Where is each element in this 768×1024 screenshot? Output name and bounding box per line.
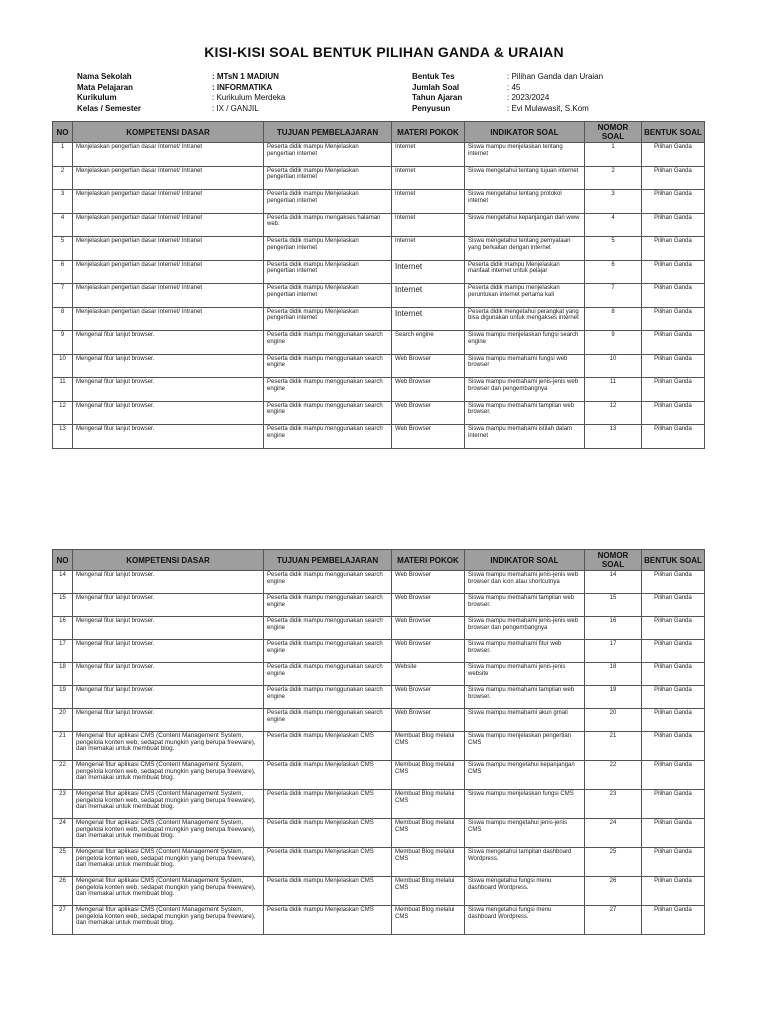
cell-kompetensi: Mengenal fitur aplikasi CMS (Content Management System, pengelola konten web, sedapat mungkin yang berupa freeware), dan memakai untuk membuat blog.	[73, 790, 264, 819]
cell-no: 3	[53, 190, 73, 214]
cell-kompetensi: Mengenal fitur aplikasi CMS (Content Management System, pengelola konten web, sedapat mungkin yang berupa freeware), dan memakai untuk membuat blog.	[73, 761, 264, 790]
cell-indikator: Siswa mampu menjelaskan pengertian CMS	[465, 732, 585, 761]
cell-indikator: Siswa mampu memahami fitur web browser.	[465, 640, 585, 663]
column-header-no: NO	[53, 122, 73, 143]
cell-indikator: Siswa mengetahui tentang tujuan internet	[465, 166, 585, 190]
table-row	[53, 686, 705, 709]
cell-no: 25	[53, 848, 73, 877]
cell-tujuan: Peserta didik mampu menggunakan search engine	[264, 425, 392, 449]
question-grid-table-1	[52, 121, 705, 449]
cell-bentuk: Pilihan Ganda	[642, 848, 705, 877]
cell-no: 9	[53, 331, 73, 355]
cell-nomor: 5	[585, 237, 642, 261]
cell-nomor: 25	[585, 848, 642, 877]
info-value: : Kurikulum Merdeka	[212, 93, 286, 102]
cell-kompetensi: Mengenal fitur aplikasi CMS (Content Management System, pengelola konten web, sedapat mungkin yang berupa freeware), dan memakai untuk membuat blog.	[73, 819, 264, 848]
cell-bentuk: Pilihan Ganda	[642, 663, 705, 686]
cell-nomor: 7	[585, 284, 642, 308]
cell-no: 15	[53, 594, 73, 617]
cell-materi: Website	[392, 663, 465, 686]
cell-indikator: Siswa mampu memahami tampilan web browser.	[465, 594, 585, 617]
table-row	[53, 640, 705, 663]
table-row	[53, 143, 705, 167]
question-grid-table-2	[52, 549, 705, 935]
column-header-nomor: NOMOR SOAL	[585, 550, 642, 571]
table-row	[53, 790, 705, 819]
cell-nomor: 19	[585, 686, 642, 709]
cell-tujuan: Peserta didik mampu Menjelaskan pengertian internet	[264, 237, 392, 261]
cell-kompetensi: Mengenal fitur aplikasi CMS (Content Management System, pengelola konten web, sedapat mungkin yang berupa freeware), dan memakai untuk membuat blog.	[73, 906, 264, 935]
cell-no: 14	[53, 571, 73, 594]
cell-tujuan: Peserta didik mampu menggunakan search engine	[264, 571, 392, 594]
cell-kompetensi: Mengenal fitur lanjut browser.	[73, 686, 264, 709]
cell-no: 20	[53, 709, 73, 732]
cell-no: 21	[53, 732, 73, 761]
cell-bentuk: Pilihan Ganda	[642, 331, 705, 355]
cell-bentuk: Pilihan Ganda	[642, 190, 705, 214]
cell-tujuan: Peserta didik mampu menggunakan search engine	[264, 663, 392, 686]
cell-bentuk: Pilihan Ganda	[642, 284, 705, 308]
cell-materi: Web Browser	[392, 640, 465, 663]
cell-tujuan: Peserta didik mampu Menjelaskan pengertian internet	[264, 143, 392, 167]
cell-tujuan: Peserta didik mampu Menjelaskan CMS	[264, 848, 392, 877]
cell-materi: Membuat Blog melalui CMS	[392, 761, 465, 790]
cell-tujuan: Peserta didik mampu Menjelaskan pengertian internet	[264, 166, 392, 190]
cell-no: 11	[53, 378, 73, 402]
cell-bentuk: Pilihan Ganda	[642, 354, 705, 378]
info-label: Tahun Ajaran	[412, 93, 463, 102]
table-row	[53, 260, 705, 284]
column-header-kompetensi: KOMPETENSI DASAR	[73, 550, 264, 571]
cell-tujuan: Peserta didik mampu Menjelaskan CMS	[264, 761, 392, 790]
column-header-bentuk: BENTUK SOAL	[642, 550, 705, 571]
cell-no: 8	[53, 307, 73, 331]
cell-bentuk: Pilihan Ganda	[642, 594, 705, 617]
cell-kompetensi: Menjelaskan pengertian dasar Internet/ Intranet	[73, 260, 264, 284]
cell-bentuk: Pilihan Ganda	[642, 732, 705, 761]
cell-kompetensi: Mengenal fitur lanjut browser.	[73, 378, 264, 402]
cell-tujuan: Peserta didik mampu Menjelaskan CMS	[264, 732, 392, 761]
table-row	[53, 819, 705, 848]
cell-materi: Search engine	[392, 331, 465, 355]
cell-bentuk: Pilihan Ganda	[642, 790, 705, 819]
cell-nomor: 16	[585, 617, 642, 640]
cell-no: 17	[53, 640, 73, 663]
cell-tujuan: Peserta didik mampu menggunakan search engine	[264, 640, 392, 663]
cell-bentuk: Pilihan Ganda	[642, 571, 705, 594]
info-value: : INFORMATIKA	[212, 82, 273, 92]
cell-bentuk: Pilihan Ganda	[642, 425, 705, 449]
table-row	[53, 594, 705, 617]
cell-kompetensi: Mengenal fitur aplikasi CMS (Content Management System, pengelola konten web, sedapat mungkin yang berupa freeware), dan memakai untuk membuat blog.	[73, 877, 264, 906]
cell-bentuk: Pilihan Ganda	[642, 761, 705, 790]
cell-materi: Internet	[392, 166, 465, 190]
cell-no: 6	[53, 260, 73, 284]
info-label: Kelas / Semester	[77, 103, 142, 113]
cell-materi: Internet	[392, 284, 465, 308]
cell-indikator: Siswa mengetahui tentang pernyataan yang berkaitan dengan internet	[465, 237, 585, 261]
cell-indikator: Siswa mampu memahami fungsi web browser	[465, 354, 585, 378]
cell-indikator: Siswa mengetahui kepanjangan dari www	[465, 213, 585, 237]
cell-indikator: Peserta didik mengetahui perangkat yang bisa digunakan untuk mengakses internet	[465, 307, 585, 331]
cell-no: 1	[53, 143, 73, 167]
cell-bentuk: Pilihan Ganda	[642, 307, 705, 331]
cell-no: 26	[53, 877, 73, 906]
info-row-school	[77, 72, 285, 83]
column-header-materi: MATERI POKOK	[392, 550, 465, 571]
cell-indikator: Siswa mengetahui tentang protokol internet	[465, 190, 585, 214]
cell-materi: Web Browser	[392, 378, 465, 402]
table-row	[53, 732, 705, 761]
cell-materi: Web Browser	[392, 354, 465, 378]
cell-indikator: Siswa mampu menjelaskan fungsi CMS	[465, 790, 585, 819]
info-value: : IX / GANJIL	[212, 103, 259, 113]
cell-nomor: 24	[585, 819, 642, 848]
table-body-2	[53, 571, 705, 935]
cell-indikator: Siswa mampu memahami tampilan web browser.	[465, 401, 585, 425]
cell-materi: Web Browser	[392, 425, 465, 449]
cell-no: 4	[53, 213, 73, 237]
info-value: : MTsN 1 MADIUN	[212, 72, 279, 81]
cell-tujuan: Peserta didik mampu menggunakan search engine	[264, 331, 392, 355]
cell-nomor: 23	[585, 790, 642, 819]
cell-bentuk: Pilihan Ganda	[642, 640, 705, 663]
cell-indikator: Siswa mengetahui tampilan dashboard Wordpress.	[465, 848, 585, 877]
school-info	[77, 72, 285, 114]
cell-bentuk: Pilihan Ganda	[642, 166, 705, 190]
cell-bentuk: Pilihan Ganda	[642, 819, 705, 848]
cell-kompetensi: Mengenal fitur lanjut browser.	[73, 709, 264, 732]
page-title: KISI-KISI SOAL BENTUK PILIHAN GANDA & URAIAN	[204, 44, 564, 60]
cell-tujuan: Peserta didik mampu menggunakan search engine	[264, 594, 392, 617]
cell-indikator: Siswa mengetahui fungsi menu dashboard Wordpress.	[465, 906, 585, 935]
cell-nomor: 2	[585, 166, 642, 190]
table-row	[53, 848, 705, 877]
cell-indikator: Siswa mampu menjelaskan fungsi search engine	[465, 331, 585, 355]
cell-no: 18	[53, 663, 73, 686]
cell-nomor: 27	[585, 906, 642, 935]
cell-materi: Membuat Blog melalui CMS	[392, 819, 465, 848]
cell-materi: Membuat Blog melalui CMS	[392, 848, 465, 877]
table-row	[53, 166, 705, 190]
cell-nomor: 21	[585, 732, 642, 761]
column-header-tujuan: TUJUAN PEMBELAJARAN	[264, 122, 392, 143]
cell-no: 10	[53, 354, 73, 378]
cell-nomor: 14	[585, 571, 642, 594]
info-label: Kurikulum	[77, 93, 117, 102]
cell-nomor: 17	[585, 640, 642, 663]
cell-bentuk: Pilihan Ganda	[642, 260, 705, 284]
cell-tujuan: Peserta didik mampu Menjelaskan CMS	[264, 877, 392, 906]
cell-no: 5	[53, 237, 73, 261]
cell-kompetensi: Mengenal fitur lanjut browser.	[73, 571, 264, 594]
cell-indikator: Siswa mampu memahami jenis-jenis web browser dan icon atau shortcutnya	[465, 571, 585, 594]
info-value: : Pilihan Ganda dan Uraian	[507, 72, 604, 81]
table-body-1	[53, 143, 705, 449]
cell-materi: Web Browser	[392, 617, 465, 640]
table-row	[53, 331, 705, 355]
info-label: Bentuk Tes	[412, 72, 455, 81]
cell-bentuk: Pilihan Ganda	[642, 617, 705, 640]
info-label: Penyusun	[412, 103, 451, 113]
cell-no: 16	[53, 617, 73, 640]
cell-indikator: Siswa mampu memahami akun gmail	[465, 709, 585, 732]
info-row-class	[77, 104, 285, 115]
cell-tujuan: Peserta didik mampu mengakses halaman web.	[264, 213, 392, 237]
cell-kompetensi: Menjelaskan pengertian dasar Internet/ Intranet	[73, 190, 264, 214]
cell-indikator: Siswa mampu memahami tampilan web browser.	[465, 686, 585, 709]
cell-no: 12	[53, 401, 73, 425]
cell-kompetensi: Mengenal fitur lanjut browser.	[73, 425, 264, 449]
test-info	[412, 72, 603, 114]
info-value: : 2023/2024	[507, 93, 550, 102]
cell-materi: Internet	[392, 237, 465, 261]
cell-nomor: 20	[585, 709, 642, 732]
info-row-school-year	[412, 93, 603, 104]
cell-kompetensi: Mengenal fitur lanjut browser.	[73, 617, 264, 640]
cell-nomor: 11	[585, 378, 642, 402]
cell-nomor: 15	[585, 594, 642, 617]
cell-bentuk: Pilihan Ganda	[642, 213, 705, 237]
table-header-row	[53, 122, 705, 143]
cell-tujuan: Peserta didik mampu menggunakan search engine	[264, 686, 392, 709]
cell-materi: Internet	[392, 307, 465, 331]
cell-no: 7	[53, 284, 73, 308]
column-header-bentuk: BENTUK SOAL	[642, 122, 705, 143]
cell-kompetensi: Menjelaskan pengertian dasar Internet/ Intranet	[73, 166, 264, 190]
cell-kompetensi: Mengenal fitur lanjut browser.	[73, 663, 264, 686]
table-row	[53, 307, 705, 331]
cell-indikator: Siswa mampu mengetahui kepanjangan CMS	[465, 761, 585, 790]
cell-kompetensi: Mengenal fitur lanjut browser.	[73, 594, 264, 617]
table-row	[53, 237, 705, 261]
info-row-curriculum	[77, 93, 285, 104]
column-header-no: NO	[53, 550, 73, 571]
cell-indikator: Siswa mampu memahami istilah dalam internet	[465, 425, 585, 449]
cell-nomor: 18	[585, 663, 642, 686]
cell-nomor: 1	[585, 143, 642, 167]
cell-tujuan: Peserta didik mampu Menjelaskan CMS	[264, 906, 392, 935]
info-row-author	[412, 104, 603, 115]
info-row-question-count	[412, 83, 603, 94]
cell-kompetensi: Mengenal fitur aplikasi CMS (Content Management System, pengelola konten web, sedapat mungkin yang berupa freeware), dan memakai untuk membuat blog.	[73, 848, 264, 877]
info-value: : 45	[507, 82, 521, 92]
info-value: : Evi Mulawasit, S.Kom	[507, 103, 589, 113]
cell-kompetensi: Mengenal fitur lanjut browser.	[73, 354, 264, 378]
cell-indikator: Peserta didik mampu menjelaskan peruntukan internet pertama kali	[465, 284, 585, 308]
cell-indikator: Siswa mampu mengetahui jenis-jenis CMS	[465, 819, 585, 848]
table-row	[53, 378, 705, 402]
cell-no: 27	[53, 906, 73, 935]
cell-indikator: Siswa mampu memahami jenis-jenis web browser dan pengembangnya	[465, 617, 585, 640]
table-row	[53, 877, 705, 906]
cell-bentuk: Pilihan Ganda	[642, 906, 705, 935]
cell-no: 23	[53, 790, 73, 819]
cell-materi: Internet	[392, 190, 465, 214]
cell-indikator: Siswa mampu memahami jenis-jenis website	[465, 663, 585, 686]
cell-no: 22	[53, 761, 73, 790]
cell-bentuk: Pilihan Ganda	[642, 401, 705, 425]
cell-tujuan: Peserta didik mampu menggunakan search engine	[264, 617, 392, 640]
cell-kompetensi: Mengenal fitur lanjut browser.	[73, 331, 264, 355]
cell-kompetensi: Menjelaskan pengertian dasar Internet/ Intranet	[73, 213, 264, 237]
cell-indikator: Peserta didik mampu Menjelaskan manfaat internet untuk pelajar	[465, 260, 585, 284]
cell-kompetensi: Menjelaskan pengertian dasar Internet/ Intranet	[73, 284, 264, 308]
cell-tujuan: Peserta didik mampu Menjelaskan pengertian internet	[264, 260, 392, 284]
cell-kompetensi: Mengenal fitur aplikasi CMS (Content Management System, pengelola konten web, sedapat mungkin yang berupa freeware), dan memakai untuk membuat blog.	[73, 732, 264, 761]
cell-kompetensi: Mengenal fitur lanjut browser.	[73, 401, 264, 425]
cell-bentuk: Pilihan Ganda	[642, 877, 705, 906]
cell-nomor: 3	[585, 190, 642, 214]
cell-bentuk: Pilihan Ganda	[642, 237, 705, 261]
table-row	[53, 425, 705, 449]
info-row-test-type	[412, 72, 603, 83]
cell-no: 24	[53, 819, 73, 848]
table-row	[53, 761, 705, 790]
table-row	[53, 190, 705, 214]
cell-nomor: 12	[585, 401, 642, 425]
table-header-row	[53, 550, 705, 571]
cell-nomor: 8	[585, 307, 642, 331]
cell-no: 19	[53, 686, 73, 709]
cell-tujuan: Peserta didik mampu menggunakan search engine	[264, 378, 392, 402]
cell-tujuan: Peserta didik mampu menggunakan search engine	[264, 354, 392, 378]
cell-kompetensi: Menjelaskan pengertian dasar Internet/ Intranet	[73, 143, 264, 167]
cell-materi: Web Browser	[392, 709, 465, 732]
cell-materi: Web Browser	[392, 571, 465, 594]
info-label: Mata Pelajaran	[77, 82, 134, 92]
cell-indikator: Siswa mampu menjelaskan tentang internet	[465, 143, 585, 167]
info-label: Nama Sekolah	[77, 72, 132, 81]
table-row	[53, 213, 705, 237]
cell-kompetensi: Menjelaskan pengertian dasar Internet/ Intranet	[73, 307, 264, 331]
table-row	[53, 663, 705, 686]
cell-nomor: 10	[585, 354, 642, 378]
cell-materi: Internet	[392, 213, 465, 237]
cell-nomor: 22	[585, 761, 642, 790]
column-header-tujuan: TUJUAN PEMBELAJARAN	[264, 550, 392, 571]
column-header-indikator: INDIKATOR SOAL	[465, 122, 585, 143]
cell-nomor: 4	[585, 213, 642, 237]
cell-indikator: Siswa mengetahui fungsi menu dashboard Wordpress.	[465, 877, 585, 906]
cell-materi: Internet	[392, 260, 465, 284]
cell-materi: Membuat Blog melalui CMS	[392, 790, 465, 819]
column-header-nomor: NOMOR SOAL	[585, 122, 642, 143]
cell-nomor: 6	[585, 260, 642, 284]
column-header-materi: MATERI POKOK	[392, 122, 465, 143]
cell-kompetensi: Mengenal fitur lanjut browser.	[73, 640, 264, 663]
table-row	[53, 906, 705, 935]
table-row	[53, 709, 705, 732]
cell-tujuan: Peserta didik mampu Menjelaskan CMS	[264, 790, 392, 819]
cell-no: 2	[53, 166, 73, 190]
cell-tujuan: Peserta didik mampu Menjelaskan pengertian internet	[264, 190, 392, 214]
cell-bentuk: Pilihan Ganda	[642, 378, 705, 402]
column-header-kompetensi: KOMPETENSI DASAR	[73, 122, 264, 143]
table-row	[53, 617, 705, 640]
cell-nomor: 13	[585, 425, 642, 449]
table-row	[53, 284, 705, 308]
cell-bentuk: Pilihan Ganda	[642, 686, 705, 709]
cell-nomor: 9	[585, 331, 642, 355]
cell-materi: Membuat Blog melalui CMS	[392, 906, 465, 935]
cell-materi: Web Browser	[392, 594, 465, 617]
cell-nomor: 26	[585, 877, 642, 906]
cell-tujuan: Peserta didik mampu Menjelaskan CMS	[264, 819, 392, 848]
column-header-indikator: INDIKATOR SOAL	[465, 550, 585, 571]
info-row-subject	[77, 83, 285, 94]
table-row	[53, 401, 705, 425]
info-label: Jumlah Soal	[412, 82, 460, 92]
cell-kompetensi: Menjelaskan pengertian dasar Internet/ Intranet	[73, 237, 264, 261]
cell-materi: Membuat Blog melalui CMS	[392, 877, 465, 906]
cell-materi: Membuat Blog melalui CMS	[392, 732, 465, 761]
table-row	[53, 354, 705, 378]
cell-bentuk: Pilihan Ganda	[642, 709, 705, 732]
cell-indikator: Siswa mampu memahami jenis-jenis web browser dan pengembangnya	[465, 378, 585, 402]
cell-tujuan: Peserta didik mampu menggunakan search engine	[264, 709, 392, 732]
cell-materi: Web Browser	[392, 401, 465, 425]
cell-tujuan: Peserta didik mampu Menjelaskan pengertian internet	[264, 307, 392, 331]
cell-materi: Web Browser	[392, 686, 465, 709]
cell-bentuk: Pilihan Ganda	[642, 143, 705, 167]
cell-tujuan: Peserta didik mampu Menjelaskan pengertian internet	[264, 284, 392, 308]
table-row	[53, 571, 705, 594]
cell-tujuan: Peserta didik mampu menggunakan search engine	[264, 401, 392, 425]
cell-materi: Internet	[392, 143, 465, 167]
cell-no: 13	[53, 425, 73, 449]
